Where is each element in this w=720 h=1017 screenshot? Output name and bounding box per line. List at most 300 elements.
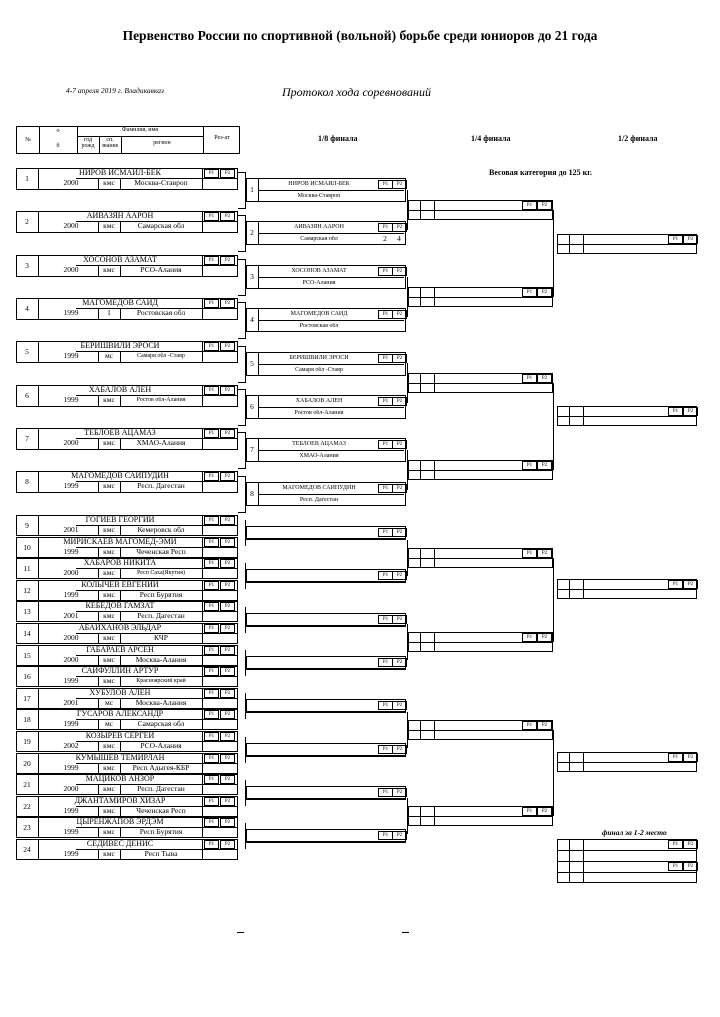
bracket-line	[407, 450, 408, 490]
athlete-name: ХОСОНОВ АЗАМАТ	[83, 256, 157, 264]
athlete-number: 2	[25, 218, 29, 226]
bracket-line	[202, 168, 203, 190]
athlete-name: СЕДИВЕС ДЕНИС	[86, 840, 154, 848]
bracket-line	[258, 364, 404, 365]
score-p1: Р1	[204, 775, 219, 784]
bracket-line	[245, 650, 246, 676]
bracket-line	[202, 741, 238, 742]
r16-winner-name: НИРОВ ИСМАИЛ-БЕК	[288, 181, 350, 187]
bracket-line	[202, 763, 238, 764]
score-p1: Р1	[522, 201, 537, 210]
r16-match-number: 8	[250, 490, 254, 498]
athlete-region: РСО-Алания	[140, 266, 182, 274]
score-p1: Р1	[378, 354, 393, 363]
score-p2: Р2	[537, 374, 552, 383]
athlete-name: САЙФУЛЛИН АРТУР	[81, 667, 159, 675]
athlete-number: 21	[23, 780, 31, 788]
athlete-number: 23	[23, 823, 31, 831]
athlete-number: 24	[23, 845, 31, 853]
bracket-line	[246, 669, 406, 670]
bracket-line	[202, 806, 238, 807]
score-p1: Р1	[668, 753, 683, 762]
score-p1: Р1	[204, 299, 219, 308]
bracket-line	[202, 471, 203, 493]
score-value: 4	[397, 235, 401, 243]
athlete-region: Респ. Дагестан	[137, 612, 185, 620]
athlete-name: МАГОМЕДОВ САИПУДИН	[71, 472, 169, 480]
score-p1: Р1	[378, 528, 393, 537]
score-p1: Р1	[668, 407, 683, 416]
score-p2: Р2	[392, 440, 407, 449]
bracket-line	[202, 525, 238, 526]
athlete-rank: кмс	[103, 591, 115, 599]
score-p1: Р1	[378, 745, 393, 754]
r16-winner-name: АЙВАЗЯН ААРОН	[294, 224, 344, 230]
athlete-year: 2000	[63, 785, 79, 793]
athlete-rank: кмс	[103, 612, 115, 620]
header-region: регион	[153, 140, 171, 146]
score-p2: Р2	[392, 615, 407, 624]
score-p2: Р2	[392, 310, 407, 319]
bracket-line	[202, 481, 238, 482]
score-p1: Р1	[378, 571, 393, 580]
r16-winner-region: Самарская обл	[300, 236, 338, 242]
score-p2: Р2	[220, 710, 235, 719]
weight-category: Весовая категория до 125 кг.	[489, 168, 592, 177]
score-p2: Р2	[683, 840, 698, 849]
score-p2: Р2	[392, 267, 407, 276]
athlete-year: 1999	[63, 352, 79, 360]
r16-winner-name: ТЕБЛОЕВ АЦАМАЗ	[292, 441, 346, 447]
athlete-rank: кмс	[103, 764, 115, 772]
athlete-region: Самаря обл -Ставр	[137, 353, 185, 359]
athlete-year: 2000	[63, 569, 79, 577]
bracket-line	[202, 547, 238, 548]
athlete-region: Самарская обл	[137, 222, 185, 230]
score-p1: Р1	[204, 559, 219, 568]
athlete-year: 2001	[63, 526, 79, 534]
bracket-line	[258, 277, 404, 278]
bracket-line	[557, 589, 697, 590]
bracket-line	[202, 221, 238, 222]
score-p1: Р1	[522, 549, 537, 558]
athlete-name: АЙВАЗЯН ААРОН	[86, 212, 154, 220]
bracket-line	[202, 211, 203, 233]
bracket-line	[407, 277, 408, 317]
score-p2: Р2	[392, 354, 407, 363]
bracket-line	[246, 582, 406, 583]
r16-winner-region: Ростовская обл	[299, 323, 339, 329]
bracket-line	[408, 383, 553, 384]
athlete-region: Респ Саха(Якутия)	[136, 570, 186, 576]
score-p2: Р2	[220, 646, 235, 655]
athlete-number: 3	[25, 262, 29, 270]
bracket-line	[246, 799, 406, 800]
athlete-region: Респ Тыва	[144, 850, 178, 858]
athlete-year: 1999	[63, 828, 79, 836]
athlete-name: БЕРИШВИЛИ ЭРОСИ	[80, 342, 160, 350]
bracket-line	[76, 395, 202, 396]
score-p1: Р1	[378, 223, 393, 232]
bracket-line	[202, 341, 203, 363]
bracket-line	[202, 633, 238, 634]
score-p1: Р1	[204, 538, 219, 547]
bracket-line	[553, 383, 554, 470]
athlete-rank: кмс	[103, 179, 115, 187]
score-p2: Р2	[683, 580, 698, 589]
score-p2: Р2	[392, 180, 407, 189]
score-p1: Р1	[668, 862, 683, 871]
bracket-line	[245, 302, 246, 339]
athlete-year: 1999	[63, 850, 79, 858]
bracket-line	[202, 676, 238, 677]
bracket-line	[202, 308, 238, 309]
bracket-line	[258, 450, 404, 451]
score-p2: Р2	[537, 721, 552, 730]
athlete-year: 1999	[63, 720, 79, 728]
bracket-line	[245, 563, 246, 589]
score-p2: Р2	[220, 667, 235, 676]
score-p1: Р1	[378, 397, 393, 406]
athlete-rank: кмс	[103, 548, 115, 556]
r16-match-number: 7	[250, 446, 254, 454]
athlete-rank: кмс	[103, 439, 115, 447]
score-p1: Р1	[378, 701, 393, 710]
round-label-r16: 1/8 финала	[318, 134, 358, 143]
athlete-region: Респ. Дагестан	[137, 785, 185, 793]
bracket-line	[76, 351, 202, 352]
athlete-number: 17	[23, 694, 31, 702]
athlete-number: 10	[23, 543, 31, 551]
score-p1: Р1	[378, 180, 393, 189]
score-p1: Р1	[522, 461, 537, 470]
score-p2: Р2	[392, 528, 407, 537]
score-p1: Р1	[522, 721, 537, 730]
header-result: Рез-ат	[203, 127, 240, 153]
athlete-year: 1999	[63, 677, 79, 685]
score-p2: Р2	[537, 288, 552, 297]
bracket-line	[246, 712, 406, 713]
score-p1: Р1	[522, 288, 537, 297]
r16-winner-name: МАГОМЕДОВ САИД	[290, 311, 348, 317]
bracket-line	[202, 827, 238, 828]
athlete-name: НИРОВ ИСМАИЛ-БЕК	[79, 169, 161, 177]
score-p2: Р2	[392, 484, 407, 493]
bracket-line	[408, 558, 553, 559]
header-lot-b: б	[56, 143, 60, 149]
athlete-name: МАГОМЕДОВ САИД	[82, 299, 158, 307]
score-p1: Р1	[204, 710, 219, 719]
bracket-line	[258, 320, 404, 321]
bracket-line	[245, 389, 246, 426]
athlete-region: Респ. Дагестан	[137, 482, 185, 490]
score-p2: Р2	[537, 549, 552, 558]
score-p2: Р2	[392, 397, 407, 406]
score-p1: Р1	[204, 840, 219, 849]
athlete-year: 1999	[63, 309, 79, 317]
athlete-year: 1999	[63, 396, 79, 404]
score-p2: Р2	[537, 461, 552, 470]
athlete-number: 11	[23, 564, 31, 572]
athlete-region: Ростов обл-Алания	[136, 397, 186, 403]
score-p1: Р1	[668, 235, 683, 244]
athlete-name: МИРИСКАЕВ МАГОМЕД-ЭМИ	[63, 538, 177, 546]
score-p1: Р1	[378, 267, 393, 276]
athlete-rank: кмс	[103, 742, 115, 750]
score-p2: Р2	[392, 701, 407, 710]
athlete-number: 8	[25, 478, 29, 486]
bracket-line	[245, 172, 246, 209]
r16-match-number: 6	[250, 403, 254, 411]
score-p1: Р1	[204, 429, 219, 438]
athlete-rank: мс	[104, 352, 114, 360]
athlete-region: Чеченская Респ	[136, 807, 186, 815]
r16-match-number: 3	[250, 273, 254, 281]
athlete-name: ТЕБЛОЕВ АЦАМАЗ	[84, 429, 156, 437]
athlete-name: КУМЫШЕВ ТЕМИРЛАН	[75, 754, 165, 762]
score-p2: Р2	[220, 538, 235, 547]
athlete-number: 1	[25, 175, 29, 183]
athlete-rank: кмс	[103, 807, 115, 815]
score-value: 2	[383, 235, 387, 243]
bracket-line	[246, 842, 406, 843]
athlete-rank: кмс	[103, 850, 115, 858]
bracket-line	[553, 210, 554, 297]
score-p2: Р2	[392, 788, 407, 797]
score-p1: Р1	[378, 788, 393, 797]
athlete-number: 5	[25, 348, 29, 356]
athlete-year: 2001	[63, 699, 79, 707]
bracket-line	[408, 297, 553, 298]
r16-winner-region: Москва-Ставроп	[297, 193, 341, 199]
athlete-rank: кмс	[103, 656, 115, 664]
score-p2: Р2	[220, 516, 235, 525]
athlete-number: 9	[25, 521, 29, 529]
athlete-year: 2000	[63, 634, 79, 642]
score-p1: Р1	[668, 580, 683, 589]
score-p2: Р2	[220, 472, 235, 481]
bracket-line	[202, 178, 238, 179]
bracket-line	[202, 568, 238, 569]
score-p2: Р2	[537, 201, 552, 210]
athlete-name: ЦЫРЕНЖАПОВ ЭРДЭМ	[76, 818, 164, 826]
athlete-region: РСО-Алания	[140, 742, 182, 750]
score-p2: Р2	[220, 169, 235, 178]
score-p1: Р1	[204, 602, 219, 611]
score-p2: Р2	[683, 407, 698, 416]
score-p1: Р1	[668, 840, 683, 849]
score-p1: Р1	[378, 658, 393, 667]
athlete-year: 1999	[63, 591, 79, 599]
bracket-line	[553, 558, 554, 642]
athlete-name: ГАБАРАЕВ АРСЕН	[86, 646, 154, 654]
athlete-year: 2000	[63, 439, 79, 447]
athlete-rank: кмс	[103, 677, 115, 685]
bracket-line	[557, 762, 697, 763]
athlete-region: Красноярский край	[136, 678, 186, 684]
round-label-qf: 1/4 финала	[471, 134, 511, 143]
athlete-region: Москва-Ставроп	[134, 179, 188, 187]
bracket-line	[245, 432, 246, 469]
score-p2: Р2	[683, 235, 698, 244]
score-p1: Р1	[204, 646, 219, 655]
athlete-year: 2000	[63, 222, 79, 230]
score-p1: Р1	[204, 818, 219, 827]
athlete-rank: кмс	[103, 526, 115, 534]
score-p1: Р1	[204, 797, 219, 806]
score-p2: Р2	[392, 745, 407, 754]
score-p1: Р1	[204, 212, 219, 221]
athlete-region: Респ Адыгея-КБР	[132, 764, 190, 772]
athlete-year: 1999	[63, 764, 79, 772]
bracket-line	[245, 823, 246, 849]
bracket-line	[202, 428, 203, 450]
score-p2: Р2	[220, 754, 235, 763]
athlete-name: МАЦИКОВ АНЗОР	[85, 775, 155, 783]
athlete-year: 2000	[63, 266, 79, 274]
bracket-line	[258, 407, 404, 408]
bracket-line	[258, 494, 404, 495]
bracket-line	[407, 540, 408, 576]
score-p2: Р2	[220, 624, 235, 633]
athlete-region: КЧР	[154, 634, 168, 642]
athlete-region: Кемеровск обл	[137, 526, 185, 534]
r16-match-number: 1	[250, 186, 254, 194]
score-p2: Р2	[220, 797, 235, 806]
athlete-name: ГУСАРОВ АЛЕКСАНДР	[76, 710, 164, 718]
bracket-line	[202, 298, 203, 320]
r16-winner-name: ХОСОНОВ АЗАМАТ	[291, 268, 347, 274]
protocol-title: Протокол хода соревнований	[282, 85, 431, 99]
bracket-line	[202, 611, 238, 612]
score-p2: Р2	[683, 753, 698, 762]
athlete-number: 22	[23, 802, 31, 810]
athlete-rank: мс	[104, 720, 114, 728]
score-p1: Р1	[522, 807, 537, 816]
athlete-number: 16	[23, 672, 31, 680]
bracket-line	[245, 476, 246, 513]
bracket-line	[202, 719, 238, 720]
athlete-name: ХАБАЛОВ АЛЕН	[88, 386, 152, 394]
bracket-line	[202, 849, 238, 850]
header-lot-o: о	[56, 128, 60, 134]
athlete-rank: кмс	[103, 482, 115, 490]
athlete-rank: кмс	[103, 266, 115, 274]
bracket-line	[202, 385, 203, 407]
score-p2: Р2	[220, 818, 235, 827]
bracket-line	[258, 233, 404, 234]
date-place: 4-7 апреля 2019 г. Владикавказ	[66, 86, 164, 95]
bracket-line	[408, 642, 553, 643]
athlete-year: 1999	[63, 807, 79, 815]
athlete-number: 12	[23, 586, 31, 594]
athlete-region: ХМАО-Алания	[136, 439, 186, 447]
athlete-number: 20	[23, 759, 31, 767]
bracket-line	[245, 259, 246, 296]
r16-match-number: 4	[250, 316, 254, 324]
r16-winner-name: БЕРИШВИЛИ ЭРОСИ	[289, 355, 349, 361]
score-p2: Р2	[220, 581, 235, 590]
athlete-rank: кмс	[103, 569, 115, 577]
score-p2: Р2	[392, 223, 407, 232]
bracket-line	[246, 756, 406, 757]
score-p2: Р2	[220, 429, 235, 438]
bracket-line	[246, 539, 406, 540]
score-p1: Р1	[378, 484, 393, 493]
athlete-rank: кмс	[103, 785, 115, 793]
score-p1: Р1	[204, 667, 219, 676]
bracket-line	[202, 698, 238, 699]
score-p2: Р2	[220, 386, 235, 395]
score-p1: Р1	[204, 689, 219, 698]
score-p2: Р2	[392, 658, 407, 667]
score-p1: Р1	[204, 169, 219, 178]
score-p1: Р1	[204, 472, 219, 481]
score-p2: Р2	[220, 775, 235, 784]
athlete-number: 19	[23, 737, 31, 745]
athlete-year: 2001	[63, 612, 79, 620]
score-p1: Р1	[204, 624, 219, 633]
athlete-name: ДЖАНТАМИРОВ ХИЗАР	[74, 797, 166, 805]
bracket-line	[245, 520, 246, 546]
bracket-line	[245, 693, 246, 719]
score-p1: Р1	[378, 615, 393, 624]
athlete-rank: 1	[107, 309, 111, 317]
score-p2: Р2	[220, 299, 235, 308]
score-p1: Р1	[204, 386, 219, 395]
bracket-line	[202, 255, 203, 277]
r16-winner-region: Респ. Дагестан	[299, 497, 339, 503]
score-p1: Р1	[204, 342, 219, 351]
bracket-line	[76, 676, 202, 677]
bracket-line	[408, 816, 553, 817]
score-p2: Р2	[683, 862, 698, 871]
score-p2: Р2	[220, 732, 235, 741]
bracket-line	[408, 210, 553, 211]
score-p2: Р2	[220, 559, 235, 568]
bracket-line	[245, 737, 246, 763]
bracket-line	[76, 568, 202, 569]
athlete-region: Москва-Алания	[135, 656, 187, 664]
r16-winner-region: Ростов обл-Алания	[294, 410, 344, 416]
athlete-year: 1999	[63, 548, 79, 556]
athlete-region: Респ Бурятия	[139, 828, 183, 836]
r16-winner-name: МАГОМЕДОВ САИПУДИН	[282, 485, 356, 491]
athlete-rank: кмс	[103, 828, 115, 836]
bracket-line	[202, 590, 238, 591]
athlete-table-header	[16, 126, 240, 154]
header-rank: сп. звание	[99, 137, 122, 153]
r16-winner-region: Самаря обл -Ставр	[295, 367, 343, 373]
athlete-name: КОЗЫРЕВ СЕРГЕЙ	[85, 732, 155, 740]
bracket-line	[408, 730, 553, 731]
athlete-name: ГОГИЕВ ГЕОРГИЙ	[85, 516, 155, 524]
r16-match-number: 2	[250, 229, 254, 237]
athlete-region: Респ Бурятия	[139, 591, 183, 599]
bracket-line	[202, 395, 238, 396]
r16-winner-region: ХМАО-Алания	[299, 453, 339, 459]
athlete-region: Самарская обл	[137, 720, 185, 728]
score-p2: Р2	[220, 689, 235, 698]
score-p2: Р2	[392, 571, 407, 580]
bracket-line	[408, 470, 553, 471]
score-p2: Р2	[220, 342, 235, 351]
bracket-line	[246, 626, 406, 627]
r16-winner-region: РСО-Алания	[302, 280, 336, 286]
r16-match-number: 5	[250, 360, 254, 368]
page-title: Первенство России по спортивной (вольной) борьбе среди юниоров до 21 года	[122, 28, 598, 43]
athlete-rank: кмс	[103, 222, 115, 230]
